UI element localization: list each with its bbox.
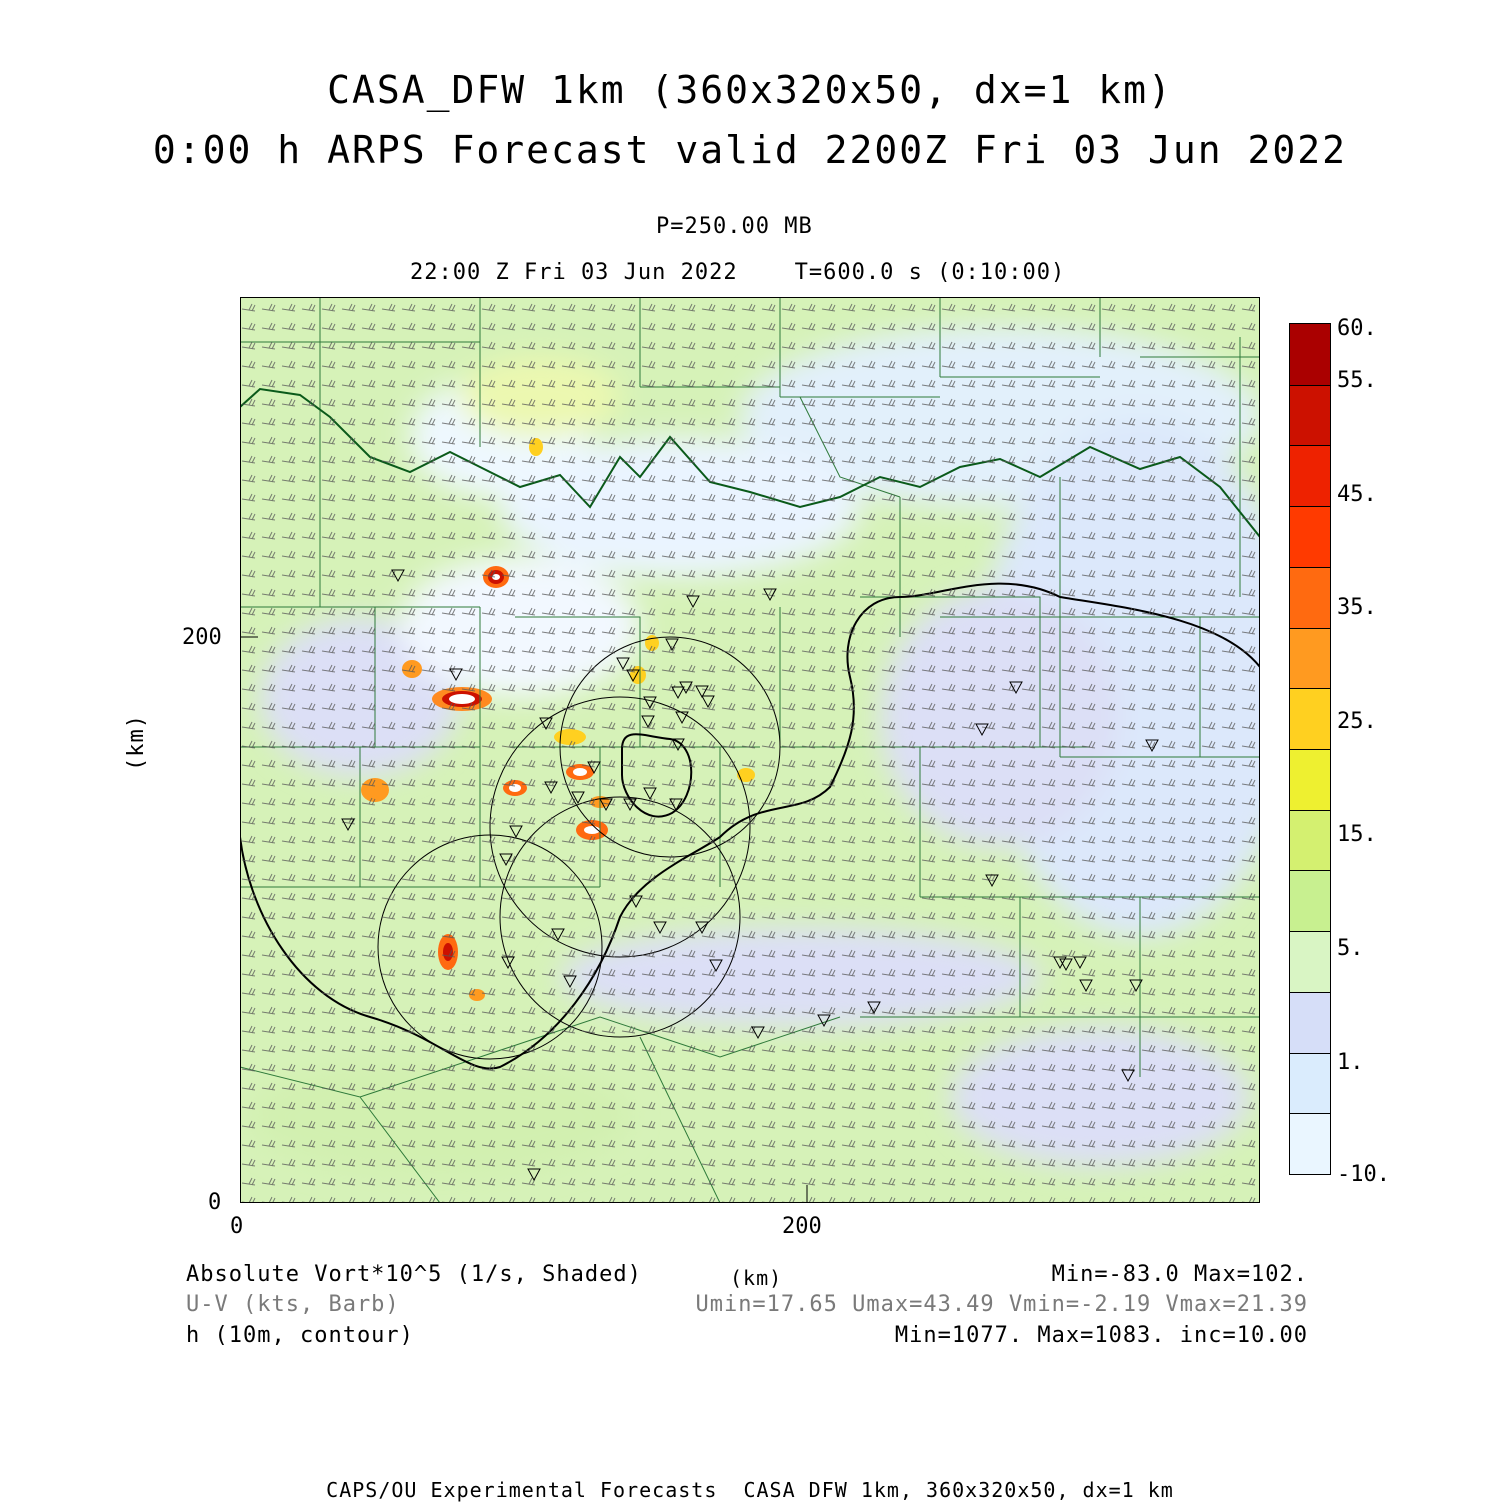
colorbar-segment [1290,506,1330,567]
wind-barbs [240,297,1260,1203]
colorbar-segment [1290,688,1330,749]
colorbar-segment [1290,324,1330,385]
y-tick-200: 200 [182,625,222,650]
y-tick-0: 0 [208,1190,222,1215]
title-line-2: 0:00 h ARPS Forecast valid 2200Z Fri 03 Jun 2022 [152,128,1348,172]
colorbar-segment [1290,810,1330,871]
colorbar-label-5: 5. [1337,936,1364,961]
colorbar-segment [1290,385,1330,446]
colorbar-segment [1290,628,1330,689]
colorbar-segment [1290,749,1330,810]
legend-field-vorticity: Absolute Vort*10^5 (1/s, Shaded) [186,1262,642,1287]
colorbar [1289,323,1331,1175]
colorbar-segment [1290,567,1330,628]
colorbar-segment [1290,931,1330,992]
title-line-1: CASA_DFW 1km (360x320x50, dx=1 km) [327,68,1173,112]
legend-stats-height: Min=1077. Max=1083. inc=10.00 [894,1323,1308,1348]
colorbar-segment [1290,445,1330,506]
colorbar-label-15: 15. [1337,822,1377,847]
legend-field-wind: U-V (kts, Barb) [186,1292,400,1317]
colorbar-segment [1290,992,1330,1053]
colorbar-label-55: 55. [1337,368,1377,393]
colorbar-segment [1290,1053,1330,1114]
x-axis-label: (km) [730,1266,783,1290]
legend-stats-vorticity: Min=-83.0 Max=102. [1051,1262,1308,1287]
y-axis-label: (km) [123,714,149,771]
legend-stats-wind: Umin=17.65 Umax=43.49 Vmin=-2.19 Vmax=21.39 [695,1292,1308,1317]
x-tick-200: 200 [782,1214,822,1239]
colorbar-segment [1290,1113,1330,1174]
colorbar-label-35: 35. [1337,595,1377,620]
vorticity-map [240,297,1260,1203]
pressure-level: P=250.00 MB [656,214,813,239]
colorbar-label-neg10: -10. [1337,1162,1390,1187]
colorbar-label-1: 1. [1337,1050,1364,1075]
colorbar-label-60: 60. [1337,316,1377,341]
x-tick-0: 0 [230,1214,244,1239]
legend-field-height: h (10m, contour) [186,1323,414,1348]
colorbar-segment [1290,870,1330,931]
valid-time: 22:00 Z Fri 03 Jun 2022 T=600.0 s (0:10:00) [410,260,1066,285]
colorbar-label-45: 45. [1337,482,1377,507]
footer-credit: CAPS/OU Experimental Forecasts CASA DFW 1km, 360x320x50, dx=1 km [326,1478,1174,1502]
colorbar-label-25: 25. [1337,709,1377,734]
